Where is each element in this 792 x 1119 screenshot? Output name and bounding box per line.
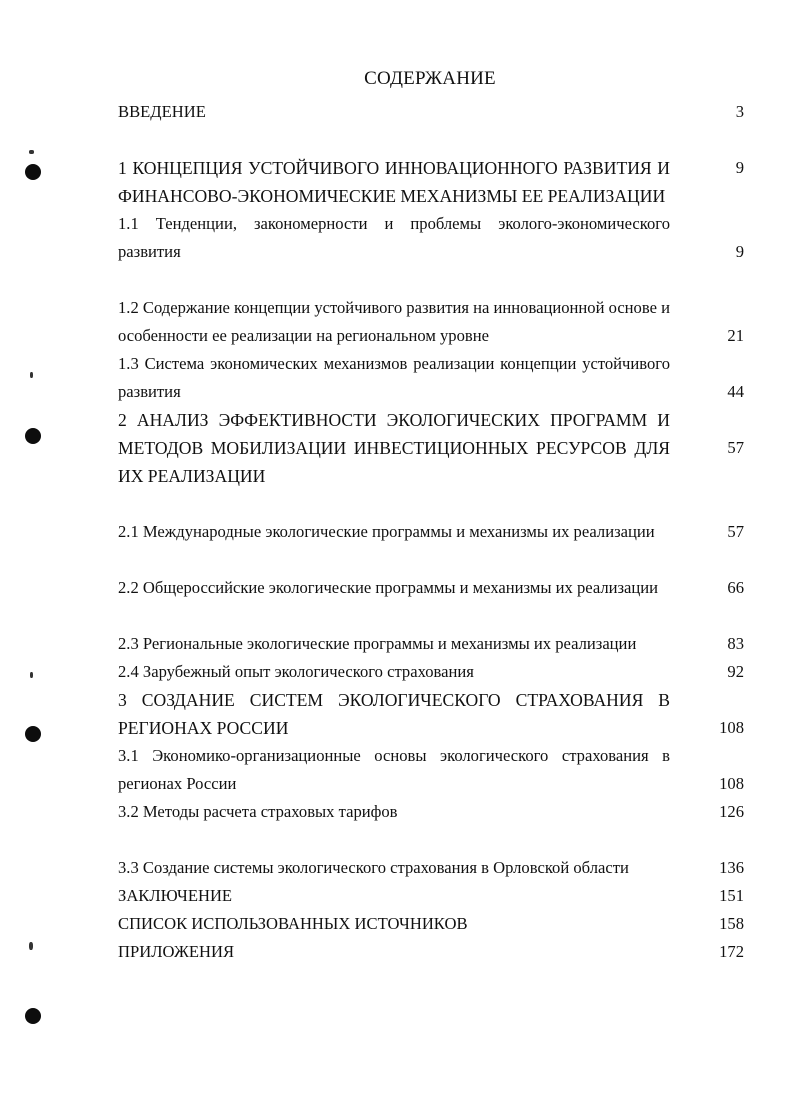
toc-entry-title: ПРИЛОЖЕНИЯ (118, 942, 235, 961)
scan-speck (29, 150, 34, 154)
toc-entry-title: 3.1 Экономико-организационные основы экологического страхования в регионах России (118, 746, 670, 793)
toc-entry-page: 21 (727, 326, 744, 345)
toc-entry (118, 98, 744, 126)
toc-entry-page: 57 (727, 522, 744, 541)
toc-entry (118, 602, 744, 658)
toc-entry (118, 350, 744, 406)
toc-entry-page: 3 (735, 102, 744, 121)
toc-entry-page: 83 (727, 634, 744, 653)
toc-entry-page: 158 (719, 914, 744, 933)
toc-entry-title: 2.1 Международные экологические программы и механизмы их реализации (118, 522, 655, 541)
scan-speck (30, 672, 33, 678)
table-of-contents (118, 98, 744, 966)
scan-speck (30, 372, 33, 378)
toc-entry-title: 3.3 Создание системы экологического страхования в Орловской области (118, 858, 629, 877)
toc-entry (118, 210, 744, 266)
toc-entry-title: 3.2 Методы расчета страховых тарифов (118, 802, 398, 821)
toc-entry (118, 798, 744, 826)
toc-entry (118, 938, 744, 966)
toc-entry-page: 151 (719, 886, 744, 905)
page-title: СОДЕРЖАНИЕ (364, 68, 496, 89)
toc-entry-title: 2 АНАЛИЗ ЭФФЕКТИВНОСТИ ЭКОЛОГИЧЕСКИХ ПРОГРАММ И МЕТОДОВ МОБИЛИЗАЦИИ ИНВЕСТИЦИОННЫХ РЕСУРСОВ ДЛЯ ИХ РЕАЛИЗАЦИИ (118, 410, 670, 486)
toc-entry-page: 9 (735, 158, 744, 177)
toc-entry-page: 136 (719, 858, 744, 877)
toc-entry-title: СПИСОК ИСПОЛЬЗОВАННЫХ ИСТОЧНИКОВ (118, 914, 468, 933)
toc-entry-title: 2.4 Зарубежный опыт экологического страхования (118, 662, 474, 681)
toc-entry (118, 882, 744, 910)
toc-entry-title: 3 СОЗДАНИЕ СИСТЕМ ЭКОЛОГИЧЕСКОГО СТРАХОВАНИЯ В РЕГИОНАХ РОССИИ (118, 690, 670, 738)
toc-entry-page: 57 (727, 438, 744, 457)
toc-entry-page: 9 (735, 242, 744, 261)
toc-entry (118, 686, 744, 742)
toc-entry-title: 1.1 Тенденции, закономерности и проблемы эколого-экономического развития (118, 214, 670, 261)
toc-entry-title: 2.2 Общероссийские экологические программы и механизмы их реализации (118, 578, 659, 597)
toc-entry-title: ЗАКЛЮЧЕНИЕ (118, 886, 233, 905)
toc-entry (118, 546, 744, 602)
toc-entry-page: 172 (719, 942, 744, 961)
toc-entry-title: 1.3 Система экономических механизмов реализации концепции устойчивого развития (118, 354, 670, 401)
toc-entry (118, 490, 744, 546)
toc-entry-page: 44 (727, 382, 744, 401)
toc-entry (118, 266, 744, 350)
binding-hole-mark (25, 726, 41, 742)
toc-entry-title: 1 КОНЦЕПЦИЯ УСТОЙЧИВОГО ИННОВАЦИОННОГО РАЗВИТИЯ И ФИНАНСОВО-ЭКОНОМИЧЕСКИЕ МЕХАНИЗМЫ ЕЕ РЕАЛИЗАЦИИ (118, 158, 670, 206)
toc-entry-page: 66 (727, 578, 744, 597)
toc-entry (118, 406, 744, 490)
binding-hole-mark (25, 164, 41, 180)
toc-entry (118, 126, 744, 210)
toc-entry-page: 108 (719, 774, 744, 793)
toc-entry (118, 826, 744, 882)
toc-entry (118, 658, 744, 686)
toc-entry-page: 108 (719, 718, 744, 737)
binding-hole-mark (25, 428, 41, 444)
binding-hole-mark (25, 1008, 41, 1024)
toc-entry-page: 92 (727, 662, 744, 681)
toc-entry (118, 742, 744, 798)
scan-speck (29, 942, 33, 950)
toc-entry-title: 2.3 Региональные экологические программы и механизмы их реализации (118, 634, 637, 653)
toc-entry-page: 126 (719, 802, 744, 821)
toc-entry (118, 910, 744, 938)
toc-entry-title: 1.2 Содержание концепции устойчивого развития на инновационной основе и особенности ее реализации на региональном уровне (118, 298, 670, 345)
toc-entry-title: ВВЕДЕНИЕ (118, 102, 206, 121)
